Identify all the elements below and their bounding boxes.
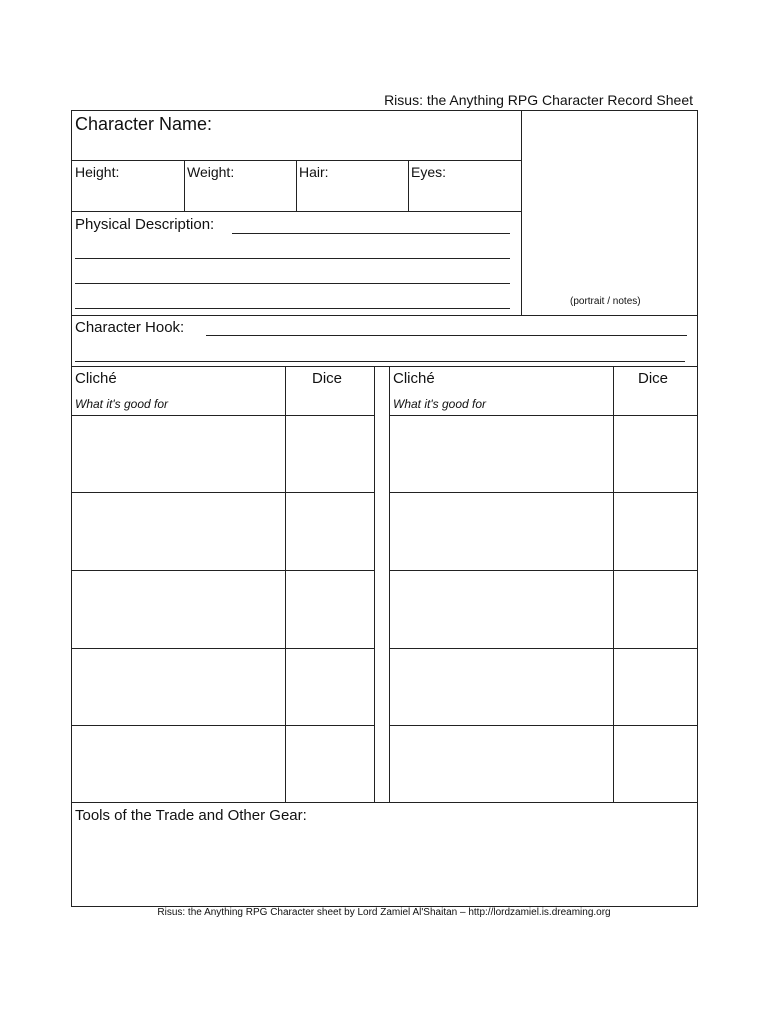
weight-label: Weight: bbox=[187, 164, 235, 180]
left-cliche-cell[interactable] bbox=[73, 571, 284, 647]
physical-description-line-3[interactable] bbox=[75, 283, 510, 284]
gear-label: Tools of the Trade and Other Gear: bbox=[75, 807, 307, 824]
left-cliche-header: Cliché bbox=[75, 370, 117, 387]
portrait-divider bbox=[521, 111, 522, 315]
right-dice-cell[interactable] bbox=[615, 416, 696, 491]
right-cliche-cell[interactable] bbox=[391, 416, 612, 491]
attr-divider-1 bbox=[184, 160, 185, 211]
cliche-top-line bbox=[72, 366, 697, 367]
left-dice-cell[interactable] bbox=[287, 493, 373, 569]
left-subheader: What it's good for bbox=[75, 397, 168, 411]
character-name-field[interactable] bbox=[230, 114, 515, 154]
left-dice-cell[interactable] bbox=[287, 416, 373, 491]
character-hook-line-1[interactable] bbox=[206, 335, 687, 336]
character-hook-label: Character Hook: bbox=[75, 319, 185, 336]
attr-divider-3 bbox=[408, 160, 409, 211]
right-dice-cell[interactable] bbox=[615, 726, 696, 801]
physical-description-line-4[interactable] bbox=[75, 308, 510, 309]
character-hook-line-2[interactable] bbox=[75, 361, 685, 362]
right-subheader: What it's good for bbox=[393, 397, 486, 411]
attr-divider-2 bbox=[296, 160, 297, 211]
physical-description-line-1[interactable] bbox=[232, 233, 510, 234]
right-table-left-edge bbox=[389, 366, 390, 802]
left-dice-divider bbox=[285, 366, 286, 802]
left-dice-cell[interactable] bbox=[287, 726, 373, 801]
attributes-bottom-line bbox=[72, 211, 521, 212]
right-cliche-cell[interactable] bbox=[391, 726, 612, 801]
portrait-area[interactable] bbox=[523, 112, 695, 292]
right-cliche-cell[interactable] bbox=[391, 571, 612, 647]
left-cliche-cell[interactable] bbox=[73, 493, 284, 569]
character-name-label: Character Name: bbox=[75, 114, 213, 134]
right-dice-header: Dice bbox=[638, 370, 669, 387]
right-dice-cell[interactable] bbox=[615, 571, 696, 647]
physical-description-label: Physical Description: bbox=[75, 216, 215, 233]
left-cliche-cell[interactable] bbox=[73, 649, 284, 724]
hook-top-line bbox=[72, 315, 697, 316]
hair-label: Hair: bbox=[299, 164, 329, 180]
right-cliche-cell[interactable] bbox=[391, 649, 612, 724]
gear-field[interactable] bbox=[73, 830, 695, 904]
gear-top-line bbox=[72, 802, 697, 803]
left-table-right-edge bbox=[374, 366, 375, 802]
sheet-title: Risus: the Anything RPG Character Record Sheet bbox=[384, 92, 693, 108]
portrait-caption: (portrait / notes) bbox=[570, 296, 641, 307]
left-dice-cell[interactable] bbox=[287, 571, 373, 647]
eyes-label: Eyes: bbox=[411, 164, 447, 180]
right-dice-cell[interactable] bbox=[615, 649, 696, 724]
left-dice-header: Dice bbox=[312, 370, 343, 387]
physical-description-line-2[interactable] bbox=[75, 258, 510, 259]
left-dice-cell[interactable] bbox=[287, 649, 373, 724]
right-dice-cell[interactable] bbox=[615, 493, 696, 569]
left-cliche-cell[interactable] bbox=[73, 416, 284, 491]
right-cliche-cell[interactable] bbox=[391, 493, 612, 569]
left-cliche-cell[interactable] bbox=[73, 726, 284, 801]
height-label: Height: bbox=[75, 164, 120, 180]
footer-credit: Risus: the Anything RPG Character sheet by Lord Zamiel Al'Shaitan – http://lordzamiel.is.dreaming.org bbox=[157, 907, 611, 918]
right-dice-divider bbox=[613, 366, 614, 802]
right-cliche-header: Cliché bbox=[393, 370, 435, 387]
